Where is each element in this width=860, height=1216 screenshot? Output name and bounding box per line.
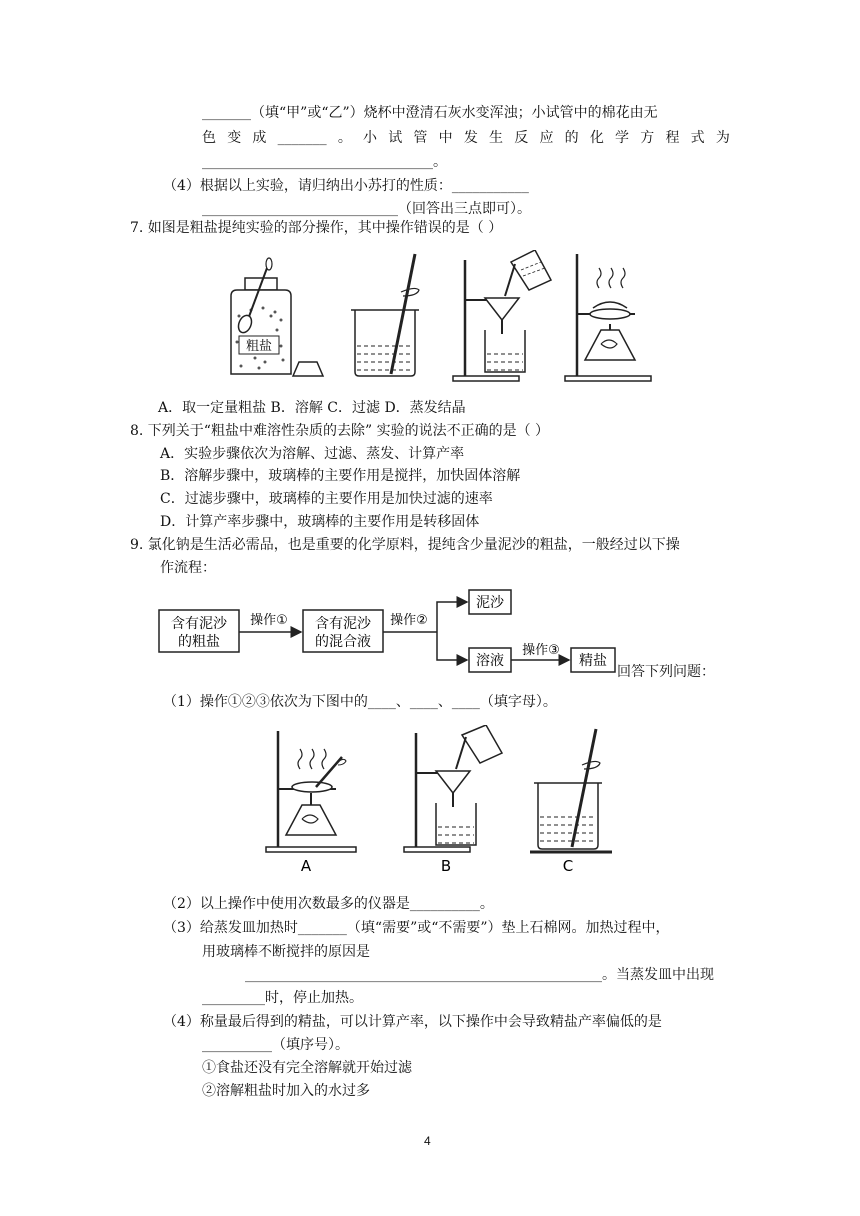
svg-text:的粗盐: 的粗盐 <box>178 634 220 650</box>
q7-options: A．取一定量粗盐 B．溶解 C．过滤 D．蒸发结晶 <box>158 400 466 416</box>
svg-text:操作②: 操作② <box>390 613 428 628</box>
q9-sub1: （1）操作①②③依次为下图中的____、____、____（填字母）。 <box>163 694 557 710</box>
q9-opt1: ①食盐还没有完全溶解就开始过滤 <box>202 1060 412 1076</box>
q9-sub3-line3: ___________________________________________________。当蒸发皿中出现 <box>245 967 714 983</box>
beaker-icon <box>530 729 612 875</box>
jar-icon <box>231 258 291 374</box>
page-number: 4 <box>424 1134 431 1148</box>
q9-sub3-line1: （3）给蒸发皿加热时_______（填“需要”或“不需要”）垫上石棉网。加热过程中， <box>163 920 670 936</box>
q6-sub4-line2: ____________________________（回答出三点即可）。 <box>202 201 531 217</box>
evaporation-icon <box>565 254 651 381</box>
svg-text:泥沙: 泥沙 <box>476 595 504 611</box>
svg-text:含有泥沙: 含有泥沙 <box>171 616 227 632</box>
evaporation-icon <box>266 731 356 875</box>
q6-line2: 色 变 成 _______ 。 小 试 管 中 发 生 反 应 的 化 学 方 程 式 为 <box>202 130 730 146</box>
q8-option-d: D．计算产率步骤中，玻璃棒的主要作用是转移固体 <box>160 514 480 530</box>
filtration-icon <box>453 250 551 381</box>
q9-stem-line1: 9. 氯化钠是生活必需品，也是重要的化学原料，提纯含少量泥沙的粗盐，一般经过以下操 <box>130 537 680 553</box>
q9-sub3-line2: 用玻璃棒不断搅拌的原因是 <box>202 944 370 960</box>
q8-option-c: C．过滤步骤中，玻璃棒的主要作用是加快过滤的速率 <box>160 491 493 507</box>
q9-sub4-line1: （4）称量最后得到的精盐，可以计算产率，以下操作中会导致精盐产率偏低的是 <box>163 1014 662 1030</box>
fig-label-b: B <box>440 857 452 875</box>
fig-label-a: A <box>300 857 312 875</box>
svg-text:的混合液: 的混合液 <box>315 634 371 650</box>
flow-diagram <box>155 588 625 680</box>
q6-line1: _______（填“甲”或“乙”）烧杯中澄清石灰水变浑浊；小试管中的棉花由无 <box>202 105 658 121</box>
q9-opt2: ②溶解粗盐时加入的水过多 <box>202 1083 370 1099</box>
svg-text:操作③: 操作③ <box>522 643 560 658</box>
svg-text:粗盐: 粗盐 <box>245 339 273 354</box>
q9-stem-line2: 作流程： <box>160 560 216 576</box>
q7-stem: 7. 如图是粗盐提纯实验的部分操作，其中操作错误的是（ ） <box>130 220 503 236</box>
filtration-icon <box>404 725 502 875</box>
q8-option-a: A．实验步骤依次为溶解、过滤、蒸发、计算产率 <box>160 446 465 462</box>
svg-text:操作①: 操作① <box>250 613 288 628</box>
beaker-icon <box>351 254 419 376</box>
q6-line3: _________________________________。 <box>202 154 447 170</box>
q6-sub4-line1: （4）根据以上实验，请归纳出小苏打的性质：___________ <box>163 178 529 194</box>
q9-after-flow: 回答下列问题： <box>617 664 715 680</box>
svg-text:溶液: 溶液 <box>476 653 504 669</box>
q9-figure <box>258 725 618 880</box>
fig-label-c: C <box>562 857 574 875</box>
svg-text:含有泥沙: 含有泥沙 <box>315 616 371 632</box>
svg-text:精盐: 精盐 <box>579 653 607 669</box>
q8-stem: 8. 下列关于“粗盐中难溶性杂质的去除” 实验的说法不正确的是（ ） <box>130 423 550 439</box>
q9-sub4-line2: __________（填序号）。 <box>202 1037 349 1053</box>
q9-sub3-line4: _________时，停止加热。 <box>202 990 363 1006</box>
q9-sub2: （2）以上操作中使用次数最多的仪器是__________。 <box>163 896 494 912</box>
q7-figure <box>215 250 655 385</box>
q8-option-b: B．溶解步骤中，玻璃棒的主要作用是搅拌，加快固体溶解 <box>160 468 521 484</box>
